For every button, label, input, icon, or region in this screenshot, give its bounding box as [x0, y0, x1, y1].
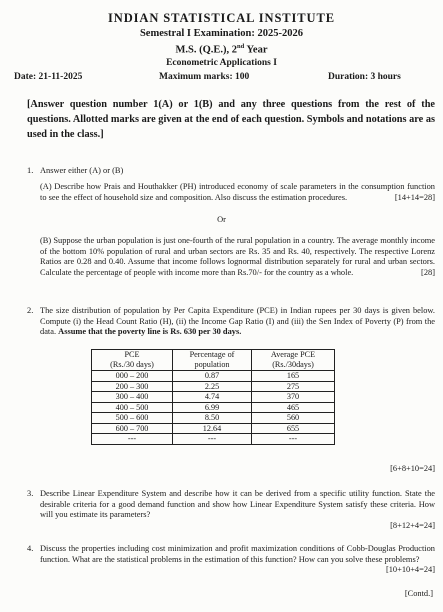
program-sup: nd [237, 43, 245, 50]
table-header-row [92, 350, 335, 371]
q3-text: Describe Linear Expenditure System and describe how it can be derived from a specific utility function. State the desirable criteria for a good demand function and show how Linear Expenditure System satisfy these criteria. How will you estimate its parameters? [40, 489, 435, 520]
table-row: 400 – 500 6.99 465 [92, 402, 335, 413]
q1-intro: Answer either (A) or (B) [40, 166, 124, 175]
instructions: [Answer question number 1(A) or 1(B) and any three questions from the rest of the questions. Allotted marks are given at the end of each question. Symbols and notations are as used in the class.] [27, 99, 435, 140]
table-row: 000 – 200 0.87 165 [92, 371, 335, 382]
institute-title: INDIAN STATISTICAL INSTITUTE [108, 11, 335, 25]
q2-poverty-line: Assume that the poverty line is Rs. 630 per 30 days. [58, 327, 242, 337]
pce-distribution-table [91, 349, 335, 445]
q2-text: The size distribution of population by Per Capita Expenditure (PCE) in Indian rupees per 30 days is given below. Compute (i) the Head Count Ratio (H), (ii) the Income Gap Ratio (I) and (iii) the Sen Index of Poverty (P) from the data. [40, 306, 435, 337]
program-prefix: M.S. (Q.E.), 2 [175, 44, 238, 56]
q4-text: Discuss the properties including cost minimization and profit maximization conditions of Cobb-Douglas Production function. What are the statistical problems in the estimation of this function? How can you solve these problems? [40, 544, 435, 564]
q1a [40, 182, 435, 203]
table-row: --- --- --- [92, 434, 335, 445]
q2-marks: [6+8+10=24] [390, 464, 435, 473]
exam-date: Date: 21-11-2025 [14, 72, 83, 82]
q3-body [40, 489, 435, 521]
program-suffix: Year [244, 44, 268, 56]
q3-marks: [8+12+4=24] [390, 521, 435, 530]
q3-number: 3. [27, 489, 34, 498]
q1a-text: (A) Describe how Prais and Houthakker (PH) introduced economy of scale parameters in the consumption function to see the effect of household size and composition. Also discuss the estimation procedures. [40, 182, 435, 202]
duration: Duration: 3 hours [328, 72, 401, 82]
q4-marks: [10+10+4=24] [385, 565, 435, 575]
table-row: 300 – 400 4.74 370 [92, 392, 335, 403]
col-pce-header: PCE (Rs./30 days) [92, 350, 173, 371]
q4-number: 4. [27, 544, 34, 553]
max-marks: Maximum marks: 100 [159, 72, 250, 82]
table-row: 600 – 700 12.64 655 [92, 423, 335, 434]
q1-number: 1. [27, 166, 34, 175]
q2-number: 2. [27, 306, 34, 315]
course-title: Econometric Applications I [166, 58, 277, 68]
table-row: 200 – 300 2.25 275 [92, 381, 335, 392]
col-percentage-header: Percentage of population [173, 350, 252, 371]
q1b-text: (B) Suppose the urban population is just one-fourth of the rural population in a country. The average monthly income of the bottom 10% population of rural and urban sectors are Rs. 35 and Rs. 40, respectively. The respective Lorenz Ratios are 0.28 and 0.40. Assume that income follows lognormal distribution separately for rural and urban sectors. Calculate the percentage of people with income more than Rs.70/- for the country as a whole. [40, 236, 435, 277]
col-average-pce-header: Average PCE (Rs./30days) [252, 350, 335, 371]
continued-label: [Contd.] [404, 589, 433, 598]
exam-title: Semestral I Examination: 2025-2026 [139, 28, 304, 39]
q2-body [40, 306, 435, 338]
q4-body [40, 544, 435, 576]
q1-or: Or [217, 215, 226, 224]
q1a-marks: [14+14=28] [394, 192, 435, 202]
table-row: 500 – 600 8.50 560 [92, 413, 335, 424]
program-title [0, 43, 443, 56]
q1b-marks: [28] [421, 267, 435, 277]
q1b [40, 236, 435, 278]
